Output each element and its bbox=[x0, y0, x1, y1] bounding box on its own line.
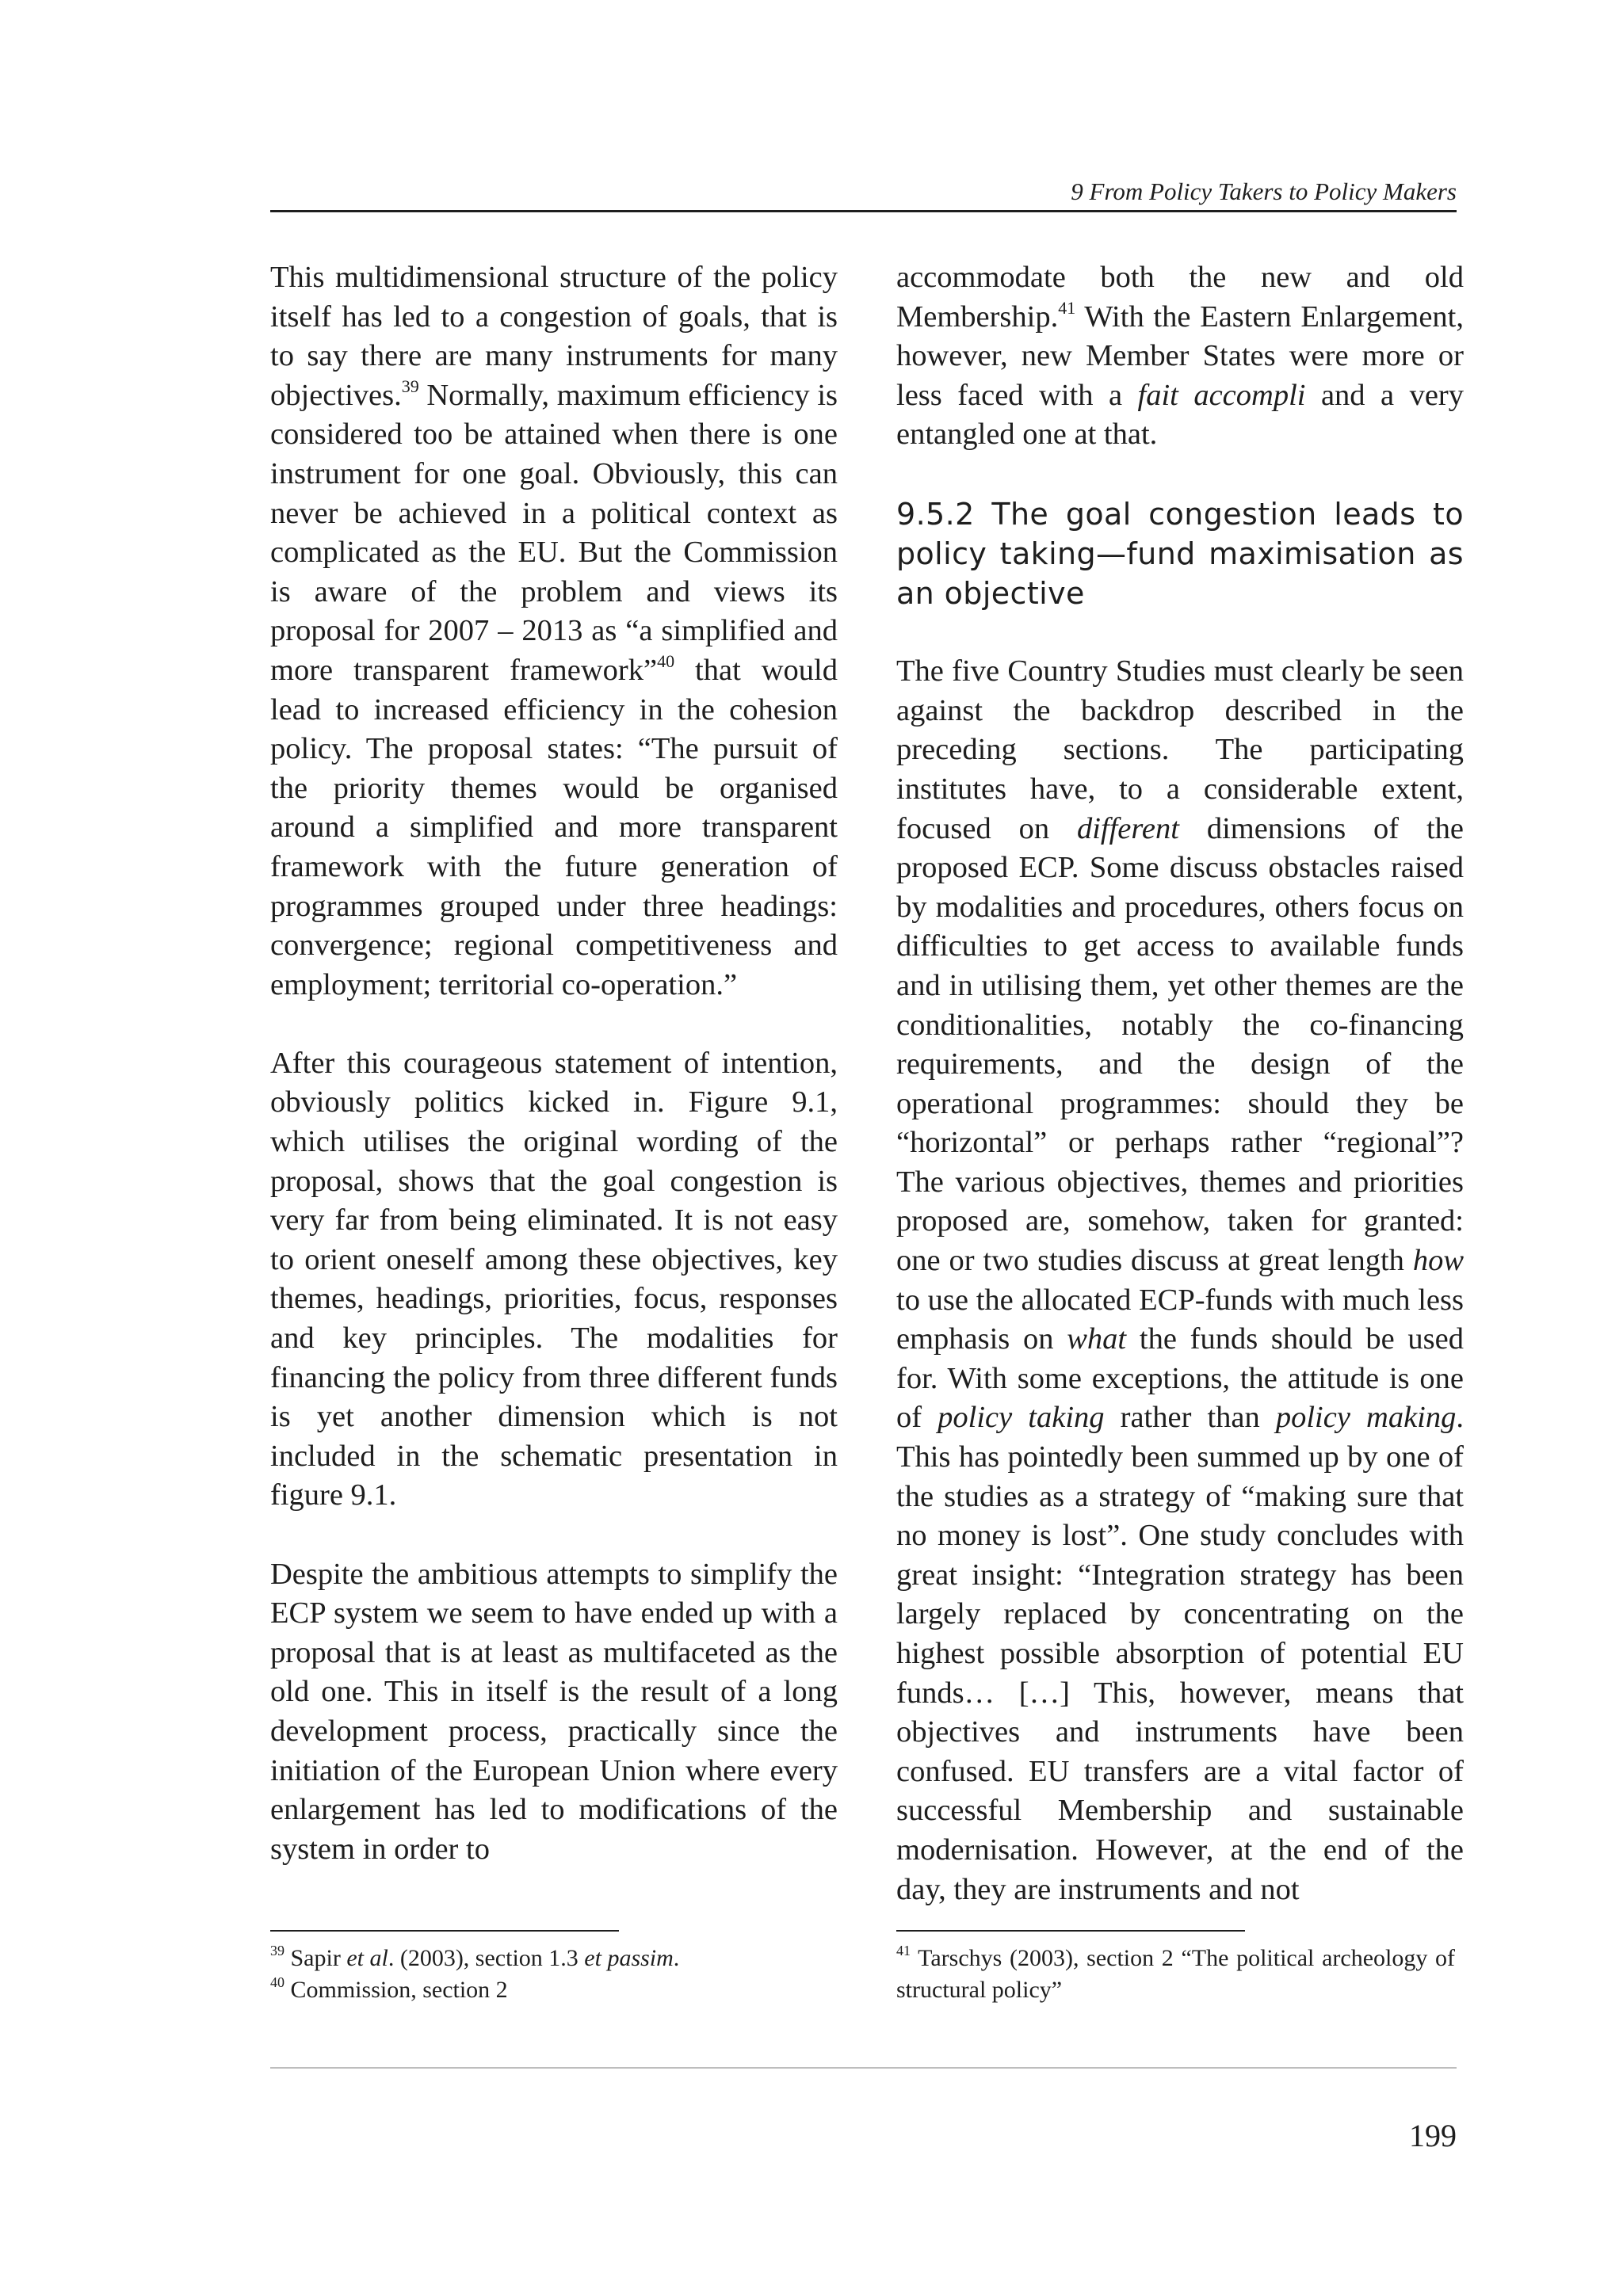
text-run: . (2003), section 1.3 bbox=[388, 1945, 585, 1971]
italic-run: et al bbox=[346, 1945, 388, 1971]
header-rule bbox=[270, 210, 1457, 212]
text-run: rather than bbox=[1104, 1401, 1276, 1435]
text-run: Sapir bbox=[285, 1945, 347, 1971]
left-column bbox=[270, 258, 838, 1869]
footnote-rule-left bbox=[270, 1930, 619, 1932]
running-header: 9 From Policy Takers to Policy Makers bbox=[1071, 177, 1457, 205]
text-run: the funds should be used for. With some exceptions, the attitude is one of bbox=[896, 1322, 1464, 1435]
footnote-number: 39 bbox=[270, 1943, 285, 1958]
left-paragraph-1 bbox=[270, 258, 838, 1005]
italic-run: policy taking bbox=[938, 1401, 1105, 1435]
footnote-number: 41 bbox=[896, 1943, 911, 1958]
right-paragraph-2 bbox=[896, 652, 1464, 1909]
page-number: 199 bbox=[1409, 2118, 1457, 2153]
text-run: that would lead to increased efficiency in the cohesion policy. The proposal states: “The pursuit of the priority themes would be organised around a simplified and more transparent framework with the future generation of programmes grouped under three headings: convergence; regional competitiveness and employment; territorial co-operation.” bbox=[270, 653, 838, 1001]
text-run: . bbox=[673, 1945, 680, 1971]
left-paragraph-3: Despite the ambitious attempts to simplify the ECP system we seem to have ended up with a proposal that is at least as multifaceted as the old one. This in itself is the result of a long development process, practically since the initiation of the European Union where every enlargement has led to modifications of the system in order to bbox=[270, 1557, 838, 1866]
italic-run: fait accompli bbox=[1137, 378, 1306, 412]
bottom-rule bbox=[270, 2067, 1457, 2069]
italic-run: et passim bbox=[584, 1945, 674, 1971]
footnote-ref-39: 39 bbox=[401, 376, 419, 396]
text-run: Normally, maximum efficiency is considered too be attained when there is one instrument for one goal. Obviously, this can never be achieved in a political context as complicated as the EU. But the Commission is aware of the problem and views its proposal for 2007 – 2013 as “a simplified and more transparent framework” bbox=[270, 378, 838, 687]
text-run: . This has pointedly been summed up by one of the studies as a strategy of “making sure that no money is lost”. One study concludes with great insight: “Integration strategy has been largely replaced by concentrating on the highest possible absorption of potential EU funds… […] This, however, means that objectives and instruments have been confused. EU transfers are a vital factor of successful Membership and sustainable modernisation. However, at the end of the day, they are instruments and not bbox=[896, 1401, 1464, 1906]
footnote-39 bbox=[270, 1943, 838, 1974]
footnote-ref-40: 40 bbox=[657, 651, 675, 672]
right-paragraph-1 bbox=[896, 258, 1464, 455]
footnote-40 bbox=[270, 1974, 838, 2006]
footnote-number: 40 bbox=[270, 1974, 285, 1990]
italic-run: what bbox=[1067, 1322, 1127, 1356]
text-run: With the Eastern Enlargement, however, new Member States were more or less faced with a bbox=[896, 299, 1464, 412]
text-run: Tarschys (2003), section 2 “The political archeology of structural policy” bbox=[896, 1945, 1455, 2003]
italic-run: different bbox=[1076, 811, 1179, 845]
footnote-rule-right bbox=[896, 1930, 1245, 1932]
text-run: accommodate both the new and old Membership. bbox=[896, 261, 1464, 334]
italic-run: how bbox=[1412, 1244, 1464, 1278]
footnote-41 bbox=[896, 1943, 1455, 2006]
left-paragraph-2: After this courageous statement of intention, obviously politics kicked in. Figure 9.1, which utilises the original wording of the proposal, shows that the goal congestion is very far from being eliminated. It is not easy to orient oneself among these objectives, key themes, headings, priorities, focus, responses and key principles. The modalities for financing the policy from three different funds is yet another dimension which is not included in the schematic presentation in figure 9.1. bbox=[270, 1046, 838, 1512]
text-run: and a very entangled one at that. bbox=[896, 378, 1464, 452]
text-run: This multidimensional structure of the policy itself has led to a congestion of goals, that is to say there are many instruments for many objectives. bbox=[270, 261, 838, 412]
text-run: to use the allocated ECP-funds with much less emphasis on bbox=[896, 1283, 1464, 1356]
footnote-ref-41: 41 bbox=[1058, 297, 1076, 318]
right-column bbox=[896, 258, 1464, 1909]
text-run: The five Country Studies must clearly be seen against the backdrop described in the preceding sections. The participating institutes have, to a considerable extent, focused on bbox=[896, 654, 1464, 845]
section-heading: 9.5.2 The goal congestion leads to policy taking—fund maximisation as an objective bbox=[896, 496, 1464, 611]
text-run: Commission, section 2 bbox=[285, 1977, 508, 2003]
italic-run: policy making bbox=[1275, 1401, 1457, 1435]
text-run: dimensions of the proposed ECP. Some discuss obstacles raised by modalities and procedures, others focus on difficulties to get access to available funds and in utilising them, yet other themes are the conditionalities, notably the co-financing requirements, and the design of the operational programmes: should they be “horizontal” or perhaps rather “regional”? The various objectives, themes and priorities proposed are, somehow, taken for granted: one or two studies discuss at great length bbox=[896, 811, 1465, 1278]
